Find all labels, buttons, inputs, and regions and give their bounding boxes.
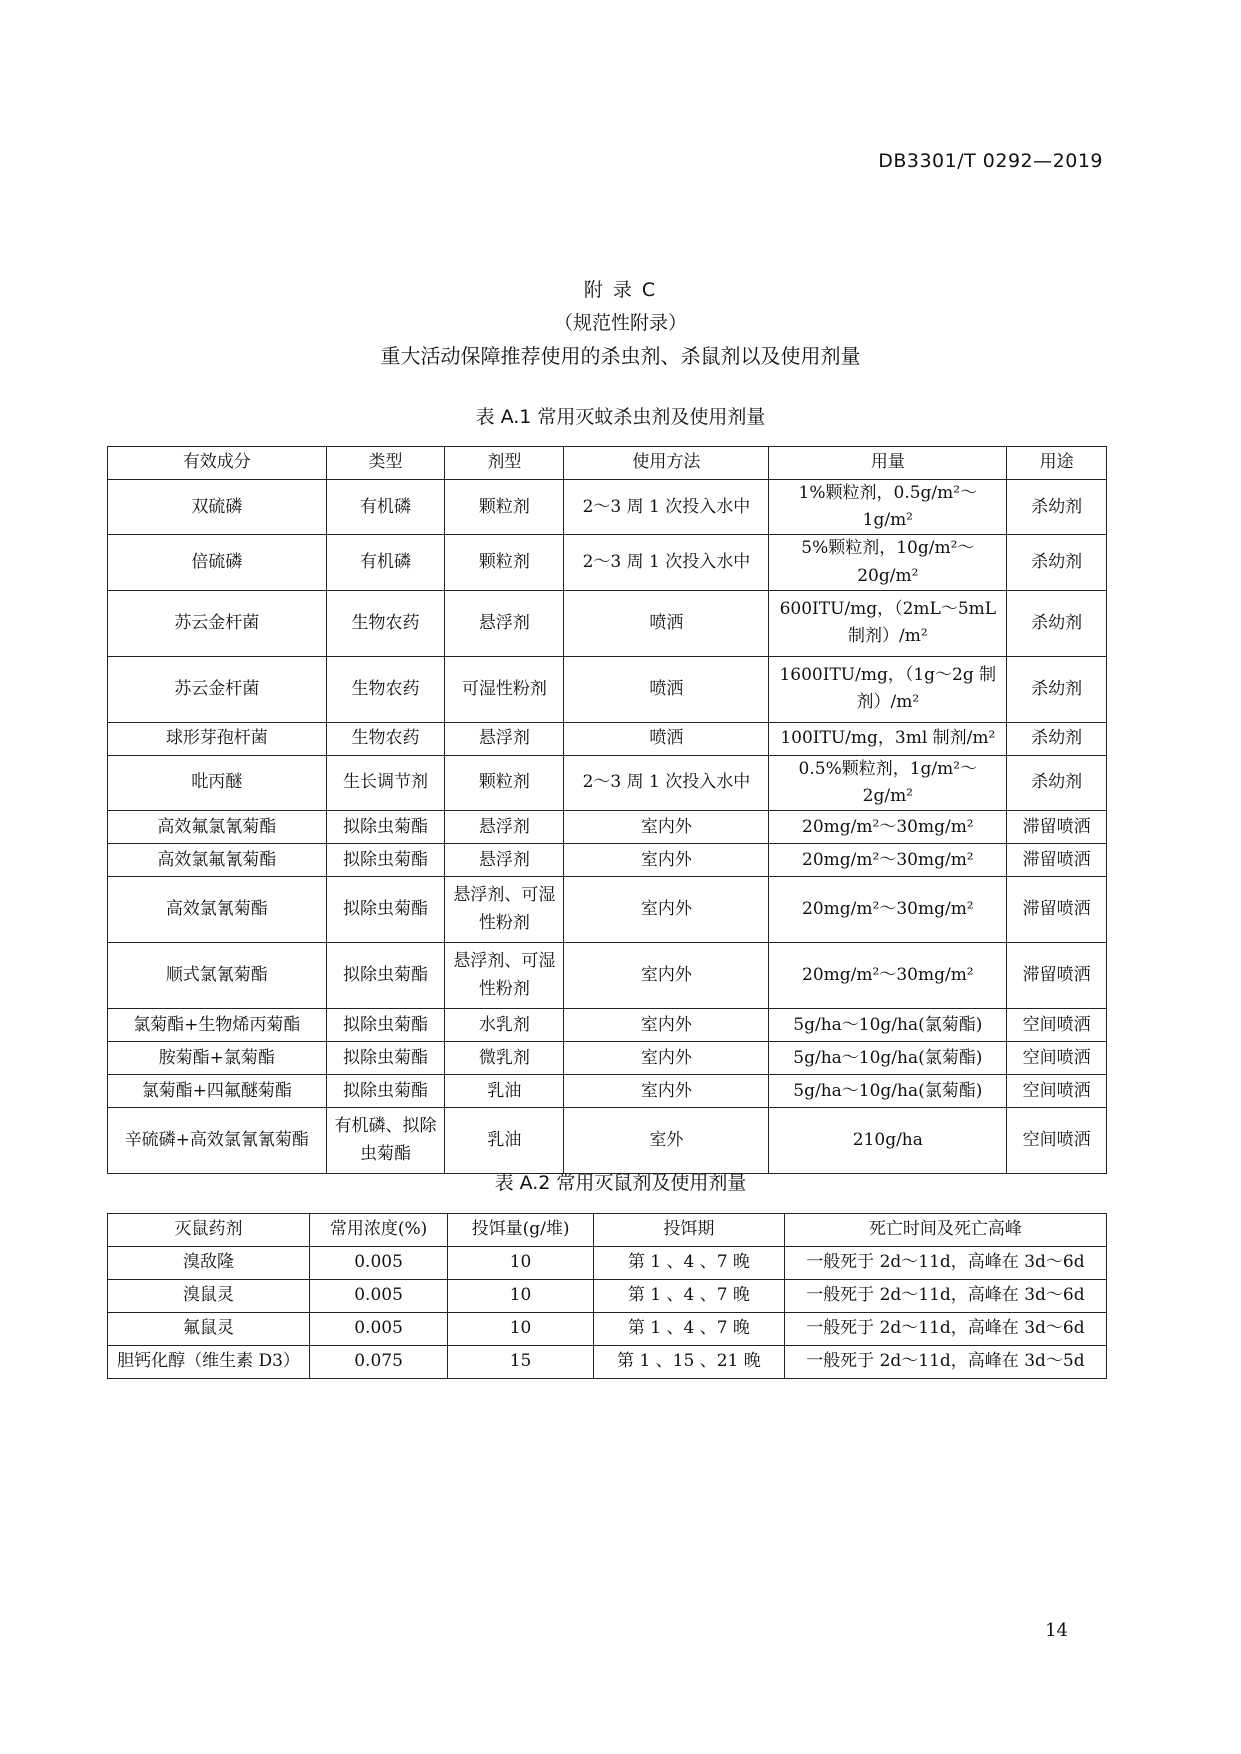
table-cell: 0.005 bbox=[310, 1313, 448, 1346]
table-row bbox=[108, 811, 1107, 844]
table-cell: 杀幼剂 bbox=[1007, 755, 1107, 810]
table-cell: 颗粒剂 bbox=[445, 535, 564, 590]
appendix-nature: （规范性附录） bbox=[553, 312, 687, 334]
table-cell: 有机磷 bbox=[326, 535, 445, 590]
table-cell: 空间喷洒 bbox=[1007, 1042, 1107, 1075]
table-row bbox=[108, 590, 1107, 656]
table-cell: 20mg/m²～30mg/m² bbox=[769, 844, 1007, 877]
table-cell: 2～3 周 1 次投入水中 bbox=[564, 535, 769, 590]
table-cell: 乳油 bbox=[445, 1108, 564, 1174]
table-cell: 悬浮剂 bbox=[445, 811, 564, 844]
table-cell: 10 bbox=[448, 1280, 594, 1313]
table-cell: 滞留喷洒 bbox=[1007, 943, 1107, 1009]
page-number: 14 bbox=[1045, 1620, 1068, 1641]
table-cell: 第 1 、15 、21 晚 bbox=[594, 1346, 785, 1379]
table-row bbox=[108, 844, 1107, 877]
table-cell: 20mg/m²～30mg/m² bbox=[769, 811, 1007, 844]
table-row bbox=[108, 535, 1107, 590]
appendix-label: 附 录 C bbox=[583, 279, 658, 301]
table-cell: 杀幼剂 bbox=[1007, 590, 1107, 656]
table2-caption: 表 A.2 常用灭鼠剂及使用剂量 bbox=[494, 1172, 747, 1194]
column-header: 投饵量(g/堆) bbox=[448, 1214, 594, 1247]
table-cell: 辛硫磷+高效氯氰氰菊酯 bbox=[108, 1108, 327, 1174]
table-cell: 氯菊酯+生物烯丙菊酯 bbox=[108, 1009, 327, 1042]
table-cell: 吡丙醚 bbox=[108, 755, 327, 810]
table-cell: 溴鼠灵 bbox=[108, 1280, 310, 1313]
table-cell: 第 1 、4 、7 晚 bbox=[594, 1313, 785, 1346]
column-header: 死亡时间及死亡高峰 bbox=[784, 1214, 1106, 1247]
rodenticide-table bbox=[107, 1213, 1107, 1379]
table-row bbox=[108, 943, 1107, 1009]
column-header: 投饵期 bbox=[594, 1214, 785, 1247]
table-cell: 苏云金杆菌 bbox=[108, 656, 327, 722]
table-cell: 5g/ha～10g/ha(氯菊酯) bbox=[769, 1075, 1007, 1108]
table-cell: 生物农药 bbox=[326, 656, 445, 722]
table-cell: 1600ITU/mg，（1g～2g 制剂）/m² bbox=[769, 656, 1007, 722]
table-row bbox=[108, 1042, 1107, 1075]
table-cell: 杀幼剂 bbox=[1007, 535, 1107, 590]
table-cell: 0.5%颗粒剂，1g/m²～2g/m² bbox=[769, 755, 1007, 810]
table-cell: 杀幼剂 bbox=[1007, 656, 1107, 722]
table-cell: 拟除虫菊酯 bbox=[326, 1042, 445, 1075]
table-cell: 拟除虫菊酯 bbox=[326, 943, 445, 1009]
table-cell: 氯菊酯+四氟醚菊酯 bbox=[108, 1075, 327, 1108]
table-row bbox=[108, 1346, 1107, 1379]
table-cell: 第 1 、4 、7 晚 bbox=[594, 1280, 785, 1313]
table-cell: 滞留喷洒 bbox=[1007, 844, 1107, 877]
table-cell: 拟除虫菊酯 bbox=[326, 844, 445, 877]
table-cell: 20mg/m²～30mg/m² bbox=[769, 943, 1007, 1009]
table-cell: 室内外 bbox=[564, 1042, 769, 1075]
column-header: 常用浓度(%) bbox=[310, 1214, 448, 1247]
table-cell: 滞留喷洒 bbox=[1007, 877, 1107, 943]
table-row bbox=[108, 755, 1107, 810]
table-cell: 高效氯氟氰菊酯 bbox=[108, 844, 327, 877]
table-cell: 颗粒剂 bbox=[445, 480, 564, 535]
table-cell: 拟除虫菊酯 bbox=[326, 877, 445, 943]
table-cell: 杀幼剂 bbox=[1007, 480, 1107, 535]
table-cell: 室内外 bbox=[564, 1009, 769, 1042]
table-cell: 苏云金杆菌 bbox=[108, 590, 327, 656]
table-cell: 有机磷 bbox=[326, 480, 445, 535]
table-cell: 悬浮剂 bbox=[445, 844, 564, 877]
table-cell: 5%颗粒剂，10g/m²～20g/m² bbox=[769, 535, 1007, 590]
table-cell: 胺菊酯+氯菊酯 bbox=[108, 1042, 327, 1075]
table-cell: 倍硫磷 bbox=[108, 535, 327, 590]
table-cell: 高效氟氯氰菊酯 bbox=[108, 811, 327, 844]
table-cell: 拟除虫菊酯 bbox=[326, 1009, 445, 1042]
column-header: 有效成分 bbox=[108, 447, 327, 480]
table-cell: 室内外 bbox=[564, 811, 769, 844]
table1-caption: 表 A.1 常用灭蚊杀虫剂及使用剂量 bbox=[475, 406, 766, 428]
table-cell: 喷洒 bbox=[564, 722, 769, 755]
table-cell: 悬浮剂、可湿性粉剂 bbox=[445, 943, 564, 1009]
column-header: 使用方法 bbox=[564, 447, 769, 480]
document-code: DB3301/T 0292—2019 bbox=[878, 150, 1103, 172]
column-header: 灭鼠药剂 bbox=[108, 1214, 310, 1247]
table-cell: 5g/ha～10g/ha(氯菊酯) bbox=[769, 1009, 1007, 1042]
table-cell: 210g/ha bbox=[769, 1108, 1007, 1174]
table-cell: 室内外 bbox=[564, 877, 769, 943]
table-row bbox=[108, 1247, 1107, 1280]
table-cell: 喷洒 bbox=[564, 590, 769, 656]
table-cell: 空间喷洒 bbox=[1007, 1108, 1107, 1174]
table-cell: 室内外 bbox=[564, 844, 769, 877]
table-cell: 2～3 周 1 次投入水中 bbox=[564, 480, 769, 535]
table-row bbox=[108, 1108, 1107, 1174]
table-cell: 室内外 bbox=[564, 1075, 769, 1108]
table-cell: 10 bbox=[448, 1247, 594, 1280]
table-cell: 600ITU/mg，（2mL～5mL 制剂）/m² bbox=[769, 590, 1007, 656]
table-cell: 一般死于 2d～11d，高峰在 3d～6d bbox=[784, 1280, 1106, 1313]
table-cell: 悬浮剂 bbox=[445, 722, 564, 755]
table-cell: 15 bbox=[448, 1346, 594, 1379]
table-row bbox=[108, 1313, 1107, 1346]
table-cell: 乳油 bbox=[445, 1075, 564, 1108]
table-cell: 颗粒剂 bbox=[445, 755, 564, 810]
table-cell: 室外 bbox=[564, 1108, 769, 1174]
table-cell: 氟鼠灵 bbox=[108, 1313, 310, 1346]
table-cell: 空间喷洒 bbox=[1007, 1009, 1107, 1042]
table-cell: 生物农药 bbox=[326, 590, 445, 656]
table-cell: 100ITU/mg，3ml 制剂/m² bbox=[769, 722, 1007, 755]
table-cell: 空间喷洒 bbox=[1007, 1075, 1107, 1108]
column-header: 剂型 bbox=[445, 447, 564, 480]
table-cell: 10 bbox=[448, 1313, 594, 1346]
table-cell: 杀幼剂 bbox=[1007, 722, 1107, 755]
insecticide-table bbox=[107, 446, 1107, 1174]
table-cell: 微乳剂 bbox=[445, 1042, 564, 1075]
table-cell: 0.005 bbox=[310, 1247, 448, 1280]
table-row bbox=[108, 656, 1107, 722]
table-cell: 一般死于 2d～11d，高峰在 3d～6d bbox=[784, 1247, 1106, 1280]
table-row bbox=[108, 877, 1107, 943]
table-cell: 高效氯氰菊酯 bbox=[108, 877, 327, 943]
table-cell: 生物农药 bbox=[326, 722, 445, 755]
table-row bbox=[108, 722, 1107, 755]
table-header-row bbox=[108, 447, 1107, 480]
table-row bbox=[108, 1075, 1107, 1108]
table-row bbox=[108, 1280, 1107, 1313]
table-cell: 0.075 bbox=[310, 1346, 448, 1379]
table-row bbox=[108, 480, 1107, 535]
table-cell: 一般死于 2d～11d，高峰在 3d～6d bbox=[784, 1313, 1106, 1346]
table-row bbox=[108, 1009, 1107, 1042]
column-header: 类型 bbox=[326, 447, 445, 480]
table-header-row bbox=[108, 1214, 1107, 1247]
table-cell: 悬浮剂、可湿性粉剂 bbox=[445, 877, 564, 943]
table-cell: 双硫磷 bbox=[108, 480, 327, 535]
table-cell: 顺式氯氰菊酯 bbox=[108, 943, 327, 1009]
table-cell: 1%颗粒剂，0.5g/m²～1g/m² bbox=[769, 480, 1007, 535]
table-cell: 5g/ha～10g/ha(氯菊酯) bbox=[769, 1042, 1007, 1075]
table-cell: 溴敌隆 bbox=[108, 1247, 310, 1280]
table-cell: 室内外 bbox=[564, 943, 769, 1009]
table-cell: 胆钙化醇（维生素 D3） bbox=[108, 1346, 310, 1379]
table-cell: 滞留喷洒 bbox=[1007, 811, 1107, 844]
table-cell: 水乳剂 bbox=[445, 1009, 564, 1042]
column-header: 用量 bbox=[769, 447, 1007, 480]
appendix-title: 重大活动保障推荐使用的杀虫剂、杀鼠剂以及使用剂量 bbox=[380, 344, 861, 368]
table-cell: 拟除虫菊酯 bbox=[326, 1075, 445, 1108]
table-cell: 悬浮剂 bbox=[445, 590, 564, 656]
table-cell: 一般死于 2d～11d，高峰在 3d～5d bbox=[784, 1346, 1106, 1379]
column-header: 用途 bbox=[1007, 447, 1107, 480]
table-cell: 喷洒 bbox=[564, 656, 769, 722]
table-cell: 球形芽孢杆菌 bbox=[108, 722, 327, 755]
table-cell: 有机磷、拟除虫菊酯 bbox=[326, 1108, 445, 1174]
table-cell: 第 1 、4 、7 晚 bbox=[594, 1247, 785, 1280]
table-cell: 生长调节剂 bbox=[326, 755, 445, 810]
table-cell: 拟除虫菊酯 bbox=[326, 811, 445, 844]
table-cell: 2～3 周 1 次投入水中 bbox=[564, 755, 769, 810]
table-cell: 0.005 bbox=[310, 1280, 448, 1313]
table-cell: 20mg/m²～30mg/m² bbox=[769, 877, 1007, 943]
table-cell: 可湿性粉剂 bbox=[445, 656, 564, 722]
